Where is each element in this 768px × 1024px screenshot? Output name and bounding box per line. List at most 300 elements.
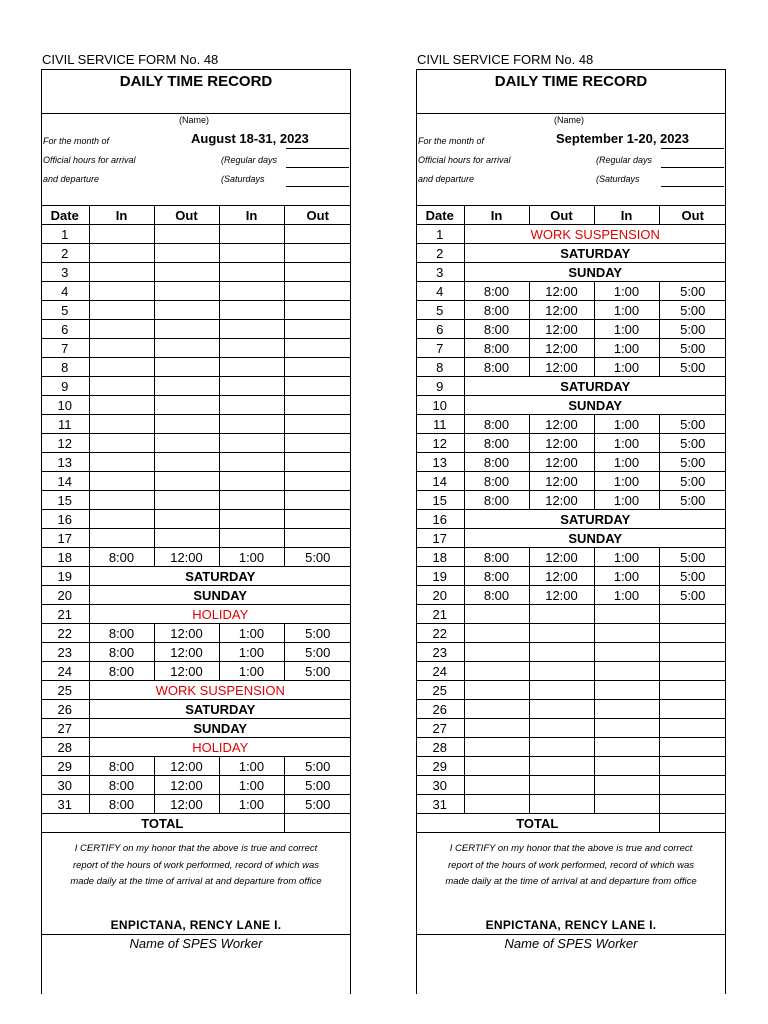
day-row bbox=[416, 719, 726, 738]
time-cell bbox=[659, 738, 726, 757]
time-cell bbox=[219, 339, 284, 358]
time-cell: 1:00 bbox=[219, 548, 284, 567]
time-cell bbox=[284, 510, 351, 529]
day-row bbox=[416, 263, 726, 282]
date-cell: 27 bbox=[416, 719, 464, 738]
time-cell: 8:00 bbox=[464, 339, 529, 358]
name-caption: (Name) bbox=[179, 115, 210, 125]
time-cell bbox=[464, 662, 529, 681]
day-row bbox=[41, 263, 351, 282]
time-cell: 5:00 bbox=[284, 624, 351, 643]
time-cell: 1:00 bbox=[594, 586, 659, 605]
time-cell bbox=[659, 605, 726, 624]
saturdays-line bbox=[286, 186, 349, 187]
day-row bbox=[416, 605, 726, 624]
time-cell bbox=[219, 529, 284, 548]
day-row bbox=[416, 396, 726, 415]
day-row bbox=[416, 548, 726, 567]
date-cell: 7 bbox=[416, 339, 464, 358]
time-cell: 8:00 bbox=[464, 320, 529, 339]
day-row bbox=[41, 453, 351, 472]
time-cell bbox=[594, 605, 659, 624]
time-cell: 5:00 bbox=[659, 415, 726, 434]
month-value: September 1-20, 2023 bbox=[556, 131, 689, 146]
date-cell: 29 bbox=[416, 757, 464, 776]
time-cell bbox=[464, 605, 529, 624]
total-value bbox=[284, 814, 351, 833]
time-cell: 5:00 bbox=[659, 320, 726, 339]
time-cell bbox=[594, 795, 659, 814]
time-cell bbox=[219, 453, 284, 472]
time-cell: 1:00 bbox=[594, 320, 659, 339]
day-row bbox=[416, 757, 726, 776]
time-cell bbox=[659, 795, 726, 814]
time-cell: 12:00 bbox=[529, 472, 594, 491]
date-cell: 2 bbox=[416, 244, 464, 263]
time-cell: 1:00 bbox=[219, 643, 284, 662]
day-row bbox=[41, 757, 351, 776]
time-cell bbox=[594, 700, 659, 719]
time-cell bbox=[154, 510, 219, 529]
date-cell: 26 bbox=[416, 700, 464, 719]
day-row bbox=[41, 643, 351, 662]
time-cell: 8:00 bbox=[464, 586, 529, 605]
day-row bbox=[416, 681, 726, 700]
worker-name: ENPICTANA, RENCY LANE I. bbox=[110, 918, 282, 932]
day-row bbox=[416, 244, 726, 263]
date-cell: 9 bbox=[41, 377, 89, 396]
time-cell bbox=[89, 339, 154, 358]
date-cell: 26 bbox=[41, 700, 89, 719]
time-cell bbox=[284, 453, 351, 472]
date-cell: 11 bbox=[416, 415, 464, 434]
dtr-form-september bbox=[416, 52, 726, 994]
official-hours-label: Official hours for arrival bbox=[418, 155, 511, 165]
date-cell: 7 bbox=[41, 339, 89, 358]
departure-label: and departure bbox=[418, 174, 475, 184]
time-cell: 8:00 bbox=[464, 301, 529, 320]
date-cell: 1 bbox=[416, 225, 464, 244]
total-label: TOTAL bbox=[41, 814, 284, 833]
time-cell bbox=[284, 301, 351, 320]
time-cell bbox=[89, 434, 154, 453]
divider bbox=[416, 113, 726, 114]
time-cell bbox=[154, 320, 219, 339]
day-row bbox=[41, 301, 351, 320]
time-cell: 12:00 bbox=[529, 548, 594, 567]
time-cell: 5:00 bbox=[659, 491, 726, 510]
day-row bbox=[416, 282, 726, 301]
date-cell: 18 bbox=[416, 548, 464, 567]
time-cell bbox=[594, 738, 659, 757]
signature-line bbox=[416, 934, 726, 935]
time-cell bbox=[464, 624, 529, 643]
time-cell bbox=[529, 757, 594, 776]
time-cell bbox=[219, 244, 284, 263]
time-cell: 5:00 bbox=[284, 643, 351, 662]
date-cell: 20 bbox=[41, 586, 89, 605]
time-cell bbox=[154, 491, 219, 510]
time-cell bbox=[659, 757, 726, 776]
time-cell: 8:00 bbox=[464, 472, 529, 491]
day-row bbox=[41, 681, 351, 700]
saturdays-label: (Saturdays bbox=[221, 174, 265, 184]
date-cell: 20 bbox=[416, 586, 464, 605]
time-cell bbox=[219, 491, 284, 510]
time-cell bbox=[154, 282, 219, 301]
total-row bbox=[416, 814, 726, 833]
time-cell bbox=[529, 719, 594, 738]
day-row bbox=[41, 719, 351, 738]
date-cell: 17 bbox=[416, 529, 464, 548]
time-cell: 5:00 bbox=[284, 548, 351, 567]
regular-days-line bbox=[661, 167, 724, 168]
certify-line: made daily at the time of arrival at and departure from office bbox=[70, 876, 322, 887]
certification-text bbox=[416, 841, 726, 891]
time-cell: 1:00 bbox=[219, 624, 284, 643]
time-cell: 1:00 bbox=[594, 339, 659, 358]
time-cell: 8:00 bbox=[89, 776, 154, 795]
time-cell: 12:00 bbox=[529, 339, 594, 358]
time-cell bbox=[284, 415, 351, 434]
day-row bbox=[416, 434, 726, 453]
time-cell bbox=[89, 225, 154, 244]
time-cell: 8:00 bbox=[89, 757, 154, 776]
time-cell bbox=[464, 738, 529, 757]
time-cell bbox=[464, 700, 529, 719]
day-row bbox=[41, 396, 351, 415]
form-number: CIVIL SERVICE FORM No. 48 bbox=[42, 52, 219, 67]
date-cell: 17 bbox=[41, 529, 89, 548]
worker-caption: Name of SPES Worker bbox=[129, 936, 263, 951]
time-cell bbox=[529, 700, 594, 719]
time-cell bbox=[284, 225, 351, 244]
time-cell bbox=[154, 301, 219, 320]
day-row bbox=[41, 225, 351, 244]
time-cell bbox=[284, 529, 351, 548]
time-cell: 12:00 bbox=[529, 358, 594, 377]
column-header: Out bbox=[284, 206, 351, 225]
time-record-table bbox=[416, 205, 726, 833]
form-title: DAILY TIME RECORD bbox=[494, 73, 648, 90]
time-cell bbox=[219, 282, 284, 301]
day-row bbox=[416, 700, 726, 719]
time-cell bbox=[659, 776, 726, 795]
time-cell: 8:00 bbox=[464, 358, 529, 377]
date-cell: 13 bbox=[41, 453, 89, 472]
time-cell: 5:00 bbox=[659, 358, 726, 377]
date-cell: 14 bbox=[416, 472, 464, 491]
day-row bbox=[41, 795, 351, 814]
time-cell bbox=[284, 377, 351, 396]
time-cell: 12:00 bbox=[154, 776, 219, 795]
day-note: HOLIDAY bbox=[89, 605, 351, 624]
date-cell: 8 bbox=[41, 358, 89, 377]
day-row bbox=[416, 795, 726, 814]
total-value bbox=[659, 814, 726, 833]
time-cell: 5:00 bbox=[284, 795, 351, 814]
time-cell: 12:00 bbox=[529, 282, 594, 301]
time-cell: 1:00 bbox=[594, 301, 659, 320]
time-cell: 12:00 bbox=[154, 757, 219, 776]
day-row bbox=[416, 415, 726, 434]
day-row bbox=[416, 529, 726, 548]
day-row bbox=[41, 567, 351, 586]
time-cell: 5:00 bbox=[284, 662, 351, 681]
day-row bbox=[416, 567, 726, 586]
time-cell: 5:00 bbox=[659, 434, 726, 453]
date-cell: 24 bbox=[416, 662, 464, 681]
column-header: Date bbox=[416, 206, 464, 225]
date-cell: 22 bbox=[416, 624, 464, 643]
time-cell bbox=[89, 396, 154, 415]
day-row bbox=[416, 776, 726, 795]
time-cell: 12:00 bbox=[529, 491, 594, 510]
time-record-table bbox=[41, 205, 351, 833]
date-cell: 19 bbox=[41, 567, 89, 586]
date-cell: 28 bbox=[416, 738, 464, 757]
name-caption: (Name) bbox=[554, 115, 585, 125]
form-title: DAILY TIME RECORD bbox=[119, 73, 273, 90]
time-cell bbox=[594, 643, 659, 662]
month-underline bbox=[661, 148, 724, 149]
day-row bbox=[416, 491, 726, 510]
day-row bbox=[416, 662, 726, 681]
date-cell: 10 bbox=[416, 396, 464, 415]
time-cell bbox=[594, 681, 659, 700]
day-row bbox=[41, 244, 351, 263]
time-cell bbox=[219, 320, 284, 339]
time-cell bbox=[659, 624, 726, 643]
time-cell bbox=[284, 339, 351, 358]
time-cell: 1:00 bbox=[219, 795, 284, 814]
date-cell: 16 bbox=[41, 510, 89, 529]
certify-line: I CERTIFY on my honor that the above is true and correct bbox=[74, 843, 318, 854]
saturdays-label: (Saturdays bbox=[596, 174, 640, 184]
day-row bbox=[41, 624, 351, 643]
day-row bbox=[416, 472, 726, 491]
day-note: SUNDAY bbox=[89, 719, 351, 738]
day-row bbox=[416, 339, 726, 358]
time-cell bbox=[89, 263, 154, 282]
time-cell bbox=[89, 510, 154, 529]
signature-line bbox=[41, 934, 351, 935]
time-cell: 8:00 bbox=[89, 643, 154, 662]
time-cell: 8:00 bbox=[464, 415, 529, 434]
day-row bbox=[41, 738, 351, 757]
date-cell: 21 bbox=[41, 605, 89, 624]
time-cell: 12:00 bbox=[154, 548, 219, 567]
day-note: SUNDAY bbox=[464, 529, 726, 548]
date-cell: 6 bbox=[41, 320, 89, 339]
time-cell: 8:00 bbox=[464, 491, 529, 510]
time-cell: 5:00 bbox=[659, 472, 726, 491]
time-cell: 12:00 bbox=[529, 415, 594, 434]
time-cell bbox=[89, 282, 154, 301]
time-cell bbox=[594, 776, 659, 795]
time-cell bbox=[464, 643, 529, 662]
time-cell bbox=[89, 377, 154, 396]
date-cell: 5 bbox=[416, 301, 464, 320]
date-cell: 10 bbox=[41, 396, 89, 415]
time-cell bbox=[219, 472, 284, 491]
date-cell: 16 bbox=[416, 510, 464, 529]
date-cell: 14 bbox=[41, 472, 89, 491]
day-row bbox=[416, 301, 726, 320]
month-underline bbox=[286, 148, 349, 149]
time-cell bbox=[219, 301, 284, 320]
total-row bbox=[41, 814, 351, 833]
column-header: In bbox=[219, 206, 284, 225]
saturdays-line bbox=[661, 186, 724, 187]
form-number: CIVIL SERVICE FORM No. 48 bbox=[417, 52, 594, 67]
time-cell bbox=[594, 624, 659, 643]
time-cell bbox=[284, 358, 351, 377]
time-cell bbox=[89, 415, 154, 434]
certification-text bbox=[41, 841, 351, 891]
time-cell bbox=[529, 795, 594, 814]
time-cell: 5:00 bbox=[284, 776, 351, 795]
time-cell: 12:00 bbox=[529, 586, 594, 605]
column-header: Out bbox=[154, 206, 219, 225]
header-row bbox=[416, 206, 726, 225]
time-cell bbox=[659, 643, 726, 662]
time-cell bbox=[219, 377, 284, 396]
regular-days-line bbox=[286, 167, 349, 168]
time-cell bbox=[529, 681, 594, 700]
time-cell: 1:00 bbox=[594, 282, 659, 301]
dtr-form-august bbox=[41, 52, 351, 994]
day-row bbox=[416, 510, 726, 529]
time-cell bbox=[219, 225, 284, 244]
time-cell bbox=[529, 776, 594, 795]
day-row bbox=[41, 776, 351, 795]
time-cell: 12:00 bbox=[529, 320, 594, 339]
time-cell bbox=[284, 263, 351, 282]
date-cell: 21 bbox=[416, 605, 464, 624]
time-cell: 1:00 bbox=[594, 415, 659, 434]
time-cell bbox=[154, 377, 219, 396]
time-cell: 1:00 bbox=[594, 472, 659, 491]
time-cell: 8:00 bbox=[89, 624, 154, 643]
time-cell bbox=[659, 662, 726, 681]
day-row bbox=[416, 738, 726, 757]
time-cell: 5:00 bbox=[659, 567, 726, 586]
time-cell: 12:00 bbox=[154, 795, 219, 814]
day-row bbox=[416, 225, 726, 244]
time-cell: 8:00 bbox=[464, 548, 529, 567]
time-cell bbox=[529, 624, 594, 643]
certify-line: made daily at the time of arrival at and departure from office bbox=[445, 876, 697, 887]
date-cell: 23 bbox=[416, 643, 464, 662]
time-cell bbox=[89, 453, 154, 472]
date-cell: 23 bbox=[41, 643, 89, 662]
day-row bbox=[416, 643, 726, 662]
for-month-label: For the month of bbox=[43, 136, 110, 146]
time-cell bbox=[464, 719, 529, 738]
time-cell: 1:00 bbox=[594, 453, 659, 472]
time-cell bbox=[464, 681, 529, 700]
date-cell: 30 bbox=[416, 776, 464, 795]
time-cell: 12:00 bbox=[529, 453, 594, 472]
date-cell: 4 bbox=[416, 282, 464, 301]
day-row bbox=[416, 453, 726, 472]
date-cell: 9 bbox=[416, 377, 464, 396]
day-row bbox=[416, 586, 726, 605]
date-cell: 2 bbox=[41, 244, 89, 263]
date-cell: 12 bbox=[416, 434, 464, 453]
total-label: TOTAL bbox=[416, 814, 659, 833]
day-note: SUNDAY bbox=[464, 396, 726, 415]
time-cell bbox=[89, 244, 154, 263]
time-cell bbox=[529, 662, 594, 681]
regular-days-label: (Regular days bbox=[221, 155, 278, 165]
for-month-label: For the month of bbox=[418, 136, 485, 146]
column-header: In bbox=[464, 206, 529, 225]
time-cell: 1:00 bbox=[594, 548, 659, 567]
time-cell bbox=[594, 719, 659, 738]
date-cell: 1 bbox=[41, 225, 89, 244]
date-cell: 8 bbox=[416, 358, 464, 377]
column-header: In bbox=[89, 206, 154, 225]
time-cell bbox=[594, 662, 659, 681]
time-cell bbox=[219, 396, 284, 415]
time-cell bbox=[659, 700, 726, 719]
time-cell bbox=[464, 757, 529, 776]
date-cell: 29 bbox=[41, 757, 89, 776]
time-cell bbox=[154, 225, 219, 244]
time-cell bbox=[89, 491, 154, 510]
date-cell: 19 bbox=[416, 567, 464, 586]
day-row bbox=[41, 434, 351, 453]
time-cell bbox=[154, 472, 219, 491]
day-row bbox=[41, 491, 351, 510]
worker-name: ENPICTANA, RENCY LANE I. bbox=[485, 918, 657, 932]
date-cell: 4 bbox=[41, 282, 89, 301]
certify-line: I CERTIFY on my honor that the above is true and correct bbox=[449, 843, 693, 854]
time-cell: 12:00 bbox=[529, 301, 594, 320]
time-cell bbox=[284, 244, 351, 263]
date-cell: 31 bbox=[41, 795, 89, 814]
day-row bbox=[41, 415, 351, 434]
worker-caption: Name of SPES Worker bbox=[504, 936, 638, 951]
day-row bbox=[416, 377, 726, 396]
time-cell bbox=[529, 643, 594, 662]
time-cell: 1:00 bbox=[594, 434, 659, 453]
time-cell: 12:00 bbox=[529, 434, 594, 453]
regular-days-label: (Regular days bbox=[596, 155, 653, 165]
time-cell bbox=[529, 605, 594, 624]
time-cell: 8:00 bbox=[464, 453, 529, 472]
time-cell bbox=[154, 339, 219, 358]
time-cell: 8:00 bbox=[89, 662, 154, 681]
time-cell bbox=[659, 681, 726, 700]
day-row bbox=[41, 529, 351, 548]
time-cell: 5:00 bbox=[659, 453, 726, 472]
official-hours-label: Official hours for arrival bbox=[43, 155, 136, 165]
date-cell: 31 bbox=[416, 795, 464, 814]
certify-line: report of the hours of work performed, record of which was bbox=[72, 859, 320, 871]
time-cell: 8:00 bbox=[464, 282, 529, 301]
time-cell: 12:00 bbox=[154, 643, 219, 662]
day-row bbox=[41, 700, 351, 719]
day-row bbox=[416, 624, 726, 643]
column-header: Out bbox=[529, 206, 594, 225]
date-cell: 24 bbox=[41, 662, 89, 681]
time-cell bbox=[154, 415, 219, 434]
time-cell: 5:00 bbox=[659, 339, 726, 358]
time-cell: 1:00 bbox=[594, 491, 659, 510]
